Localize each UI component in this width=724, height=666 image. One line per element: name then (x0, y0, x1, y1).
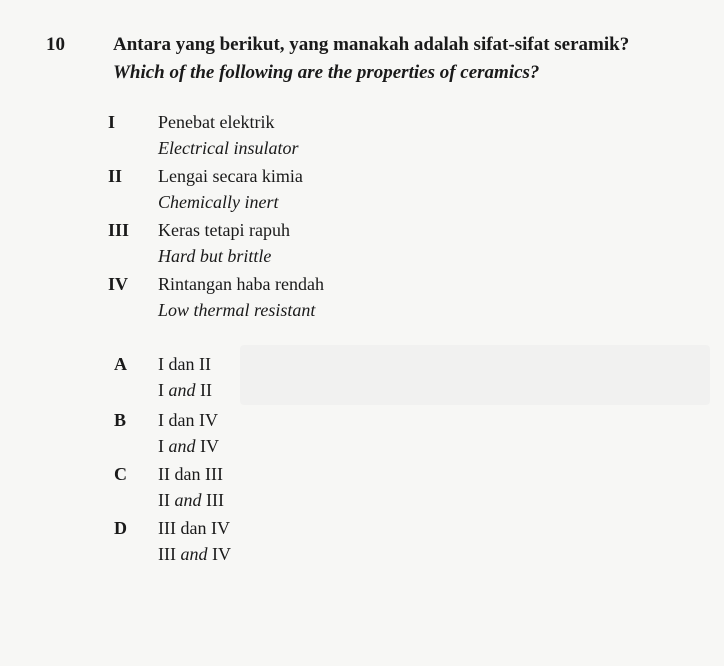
option-english-second: II (200, 380, 212, 400)
option-english-conjunction: and (174, 490, 202, 510)
option-malay[interactable]: II dan III (158, 464, 223, 484)
option-letter[interactable]: A (114, 354, 127, 374)
option-english-conjunction: and (180, 544, 208, 564)
option-english[interactable] (158, 544, 231, 565)
option-english-conjunction: and (168, 436, 196, 456)
statement-malay: Rintangan haba rendah (158, 274, 324, 294)
option-letter[interactable]: D (114, 518, 127, 538)
statement-label: II (108, 166, 123, 186)
statement-english: Chemically inert (158, 192, 279, 212)
option-letter[interactable]: C (114, 464, 127, 484)
statement-english: Low thermal resistant (158, 300, 316, 320)
option-english[interactable] (158, 436, 219, 457)
option-english-second: IV (200, 436, 219, 456)
option-english[interactable] (158, 490, 224, 511)
option-malay[interactable]: III dan IV (158, 518, 230, 538)
statement-malay: Keras tetapi rapuh (158, 220, 290, 240)
question-stem-malay: Antara yang berikut, yang manakah adalah sifat-sifat seramik? (113, 34, 630, 55)
option-english-first: I (158, 380, 164, 400)
option-malay[interactable]: I dan II (158, 354, 211, 374)
option-malay[interactable]: I dan IV (158, 410, 218, 430)
page-smudge (240, 345, 710, 405)
statement-label: III (108, 220, 130, 240)
statement-label: I (108, 112, 116, 132)
option-english-first: II (158, 490, 170, 510)
statement-label: IV (108, 274, 129, 294)
option-english[interactable] (158, 380, 212, 401)
option-english-first: III (158, 544, 176, 564)
option-english-second: III (206, 490, 224, 510)
statement-malay: Lengai secara kimia (158, 166, 303, 186)
statement-english: Hard but brittle (158, 246, 272, 266)
option-english-second: IV (211, 544, 231, 564)
question-number: 10 (46, 34, 65, 55)
question-stem-english: Which of the following are the properties of ceramics? (113, 62, 540, 83)
option-english-first: I (158, 436, 164, 456)
statement-malay: Penebat elektrik (158, 112, 275, 132)
statement-english: Electrical insulator (158, 138, 299, 158)
option-english-conjunction: and (168, 380, 196, 400)
option-letter[interactable]: B (114, 410, 127, 430)
